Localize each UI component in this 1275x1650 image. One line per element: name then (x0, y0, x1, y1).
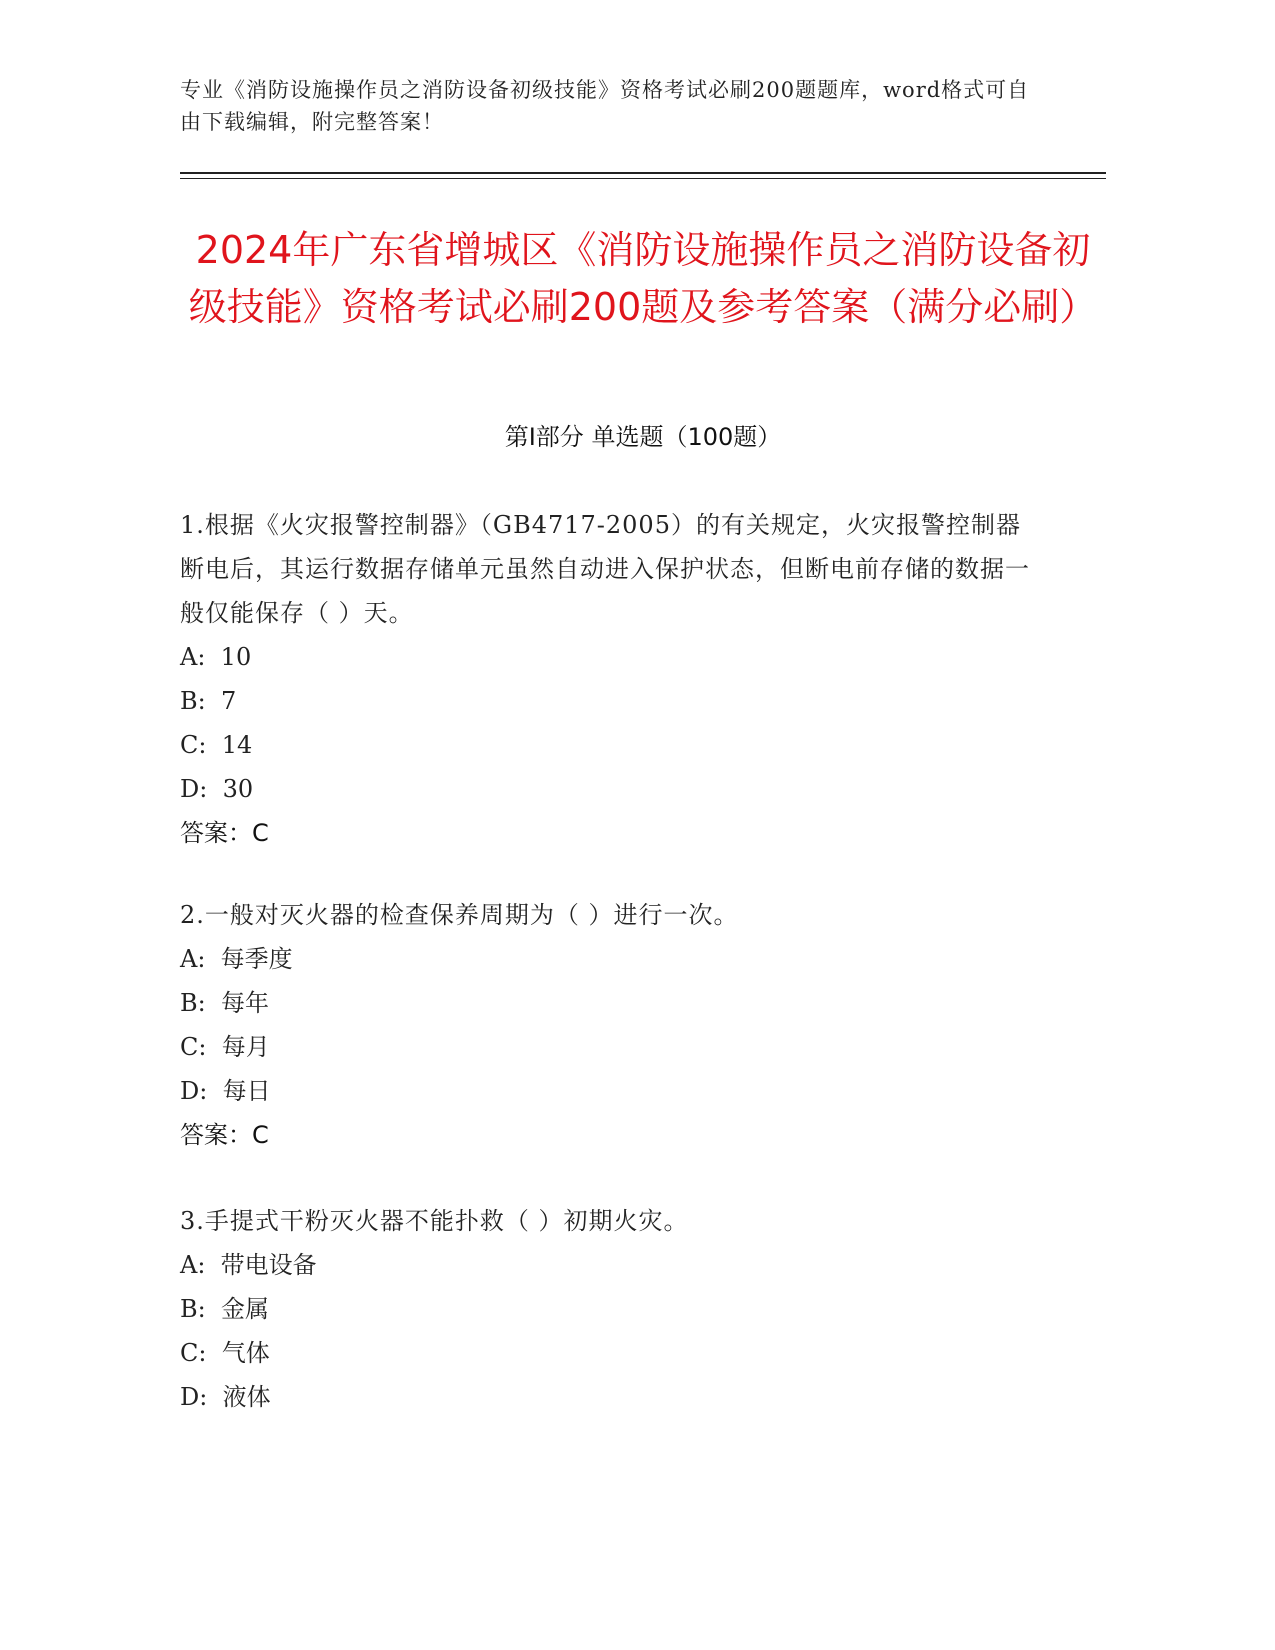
header-divider-thin (180, 178, 1106, 179)
option-d: D: 30 (180, 775, 254, 803)
option-d: D: 每日 (180, 1077, 271, 1105)
option-c: C: 每月 (180, 1033, 270, 1061)
question-stem: 2.一般对灭火器的检查保养周期为（ ）进行一次。 (180, 901, 739, 929)
option-a: A: 每季度 (180, 945, 293, 973)
answer-line: 答案：C (180, 819, 269, 847)
question-stem: 1.根据《火灾报警控制器》（GB4717-2005）的有关规定，火灾报警控制器断电后，其运行数据存储单元虽然自动进入保护状态，但断电前存储的数据一般仅能保存（ ）天。 (180, 511, 1030, 627)
header-divider-thick (180, 172, 1106, 174)
question-3 (180, 1199, 1040, 1419)
question-1 (180, 503, 1040, 855)
option-b: B: 每年 (180, 989, 269, 1017)
option-c: C: 气体 (180, 1339, 270, 1367)
option-a: A: 带电设备 (180, 1251, 317, 1279)
question-2 (180, 893, 1040, 1157)
question-stem: 3.手提式干粉灭火器不能扑救（ ）初期火灾。 (180, 1207, 689, 1235)
option-d: D: 液体 (180, 1383, 271, 1411)
section-heading: 第Ⅰ部分 单选题（100题） (504, 423, 782, 451)
document-title: 2024年广东省增城区《消防设施操作员之消防设备初级技能》资格考试必刷200题及参考答案（满分必刷） (188, 228, 1098, 329)
option-b: B: 金属 (180, 1295, 269, 1323)
option-a: A: 10 (180, 643, 252, 671)
option-c: C: 14 (180, 731, 253, 759)
option-b: B: 7 (180, 687, 237, 715)
answer-line: 答案：C (180, 1121, 269, 1149)
header-note: 专业《消防设施操作员之消防设备初级技能》资格考试必刷200题题库，word格式可自由下载编辑，附完整答案！ (180, 78, 1030, 134)
